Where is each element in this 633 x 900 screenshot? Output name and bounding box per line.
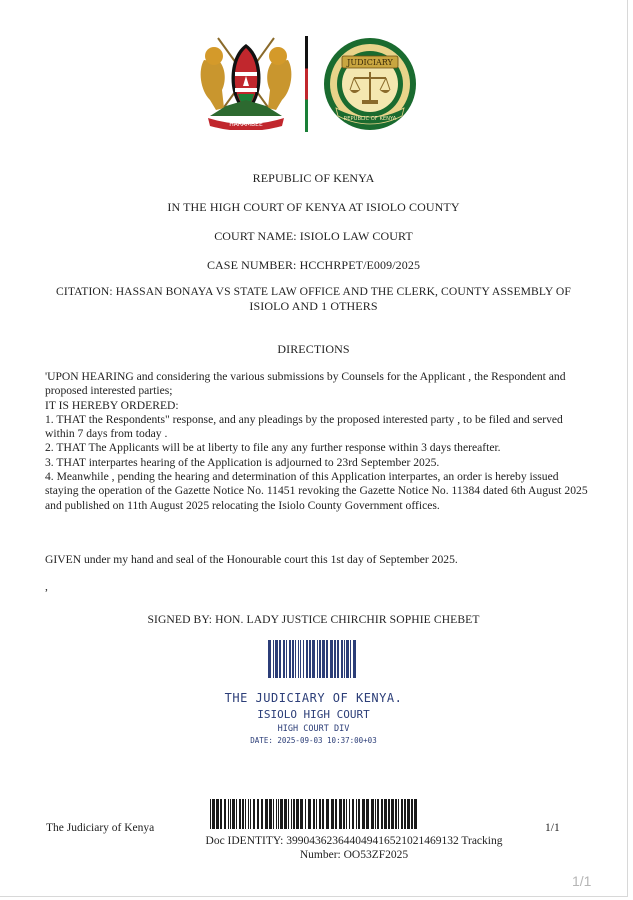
order-item-3: 3. THAT interpartes hearing of the Application is adjourned to 23rd September 2025. <box>45 455 440 469</box>
barcode-bar <box>312 640 315 678</box>
barcode-bar <box>220 799 222 829</box>
barcode-bar <box>273 799 274 829</box>
order-item-1: 1. THAT the Respondents" response, and any pleadings by the proposed interested party , to be filed and served within 7 days from today . <box>45 412 563 441</box>
barcode-bar <box>322 799 324 829</box>
judiciary-seal-icon <box>320 34 420 134</box>
seal-subtitle: REPUBLIC OF KENYA <box>343 116 397 122</box>
barcode-bar <box>296 799 299 829</box>
stamp-line-4: DATE: 2025-09-03 10:37:00+03 <box>250 736 377 745</box>
barcode-bar <box>337 640 339 678</box>
barcode-bar <box>230 799 231 829</box>
barcode-bar <box>352 799 354 829</box>
barcode-bar <box>377 799 379 829</box>
viewer-page-counter: 1/1 <box>572 873 592 889</box>
doc-identity-line-2: Number: OO53ZF2025 <box>299 849 409 861</box>
barcode-bar <box>283 640 285 678</box>
barcode-bar <box>224 799 226 829</box>
court-line: IN THE HIGH COURT OF KENYA AT ISIOLO COUNTY <box>167 200 460 214</box>
barcode-bar <box>326 799 329 829</box>
header-logos <box>0 30 627 135</box>
barcode-bar <box>269 799 272 829</box>
flag-divider <box>305 36 308 132</box>
barcode-bar <box>322 640 325 678</box>
barcode-bar <box>275 640 278 678</box>
barcode-bar <box>303 640 304 678</box>
barcode-bar <box>346 799 347 829</box>
ordered-line: IT IS HEREBY ORDERED: <box>45 398 179 412</box>
barcode-bar <box>356 799 357 829</box>
order-item-2: 2. THAT The Applicants will be at liberty to file any any further response within 3 days thereafter. <box>45 441 501 455</box>
stamp-line-2: ISIOLO HIGH COURT <box>257 708 370 721</box>
barcode-bar <box>284 799 287 829</box>
barcode-bar <box>371 799 374 829</box>
barcode-bar <box>350 640 351 678</box>
barcode-bar <box>210 799 211 829</box>
barcode-bar <box>257 799 259 829</box>
barcode-bar <box>300 799 303 829</box>
barcode-bar <box>306 640 308 678</box>
barcode-bar <box>313 799 315 829</box>
barcode-bar <box>404 799 406 829</box>
barcode-bar <box>250 799 251 829</box>
barcode-bar <box>253 799 255 829</box>
intro-paragraph: 'UPON HEARING and considering the various submissions by Counsels for the Applicant , the Respondent and proposed interested parties; <box>45 370 566 398</box>
barcode-bar <box>341 640 343 678</box>
given-line: GIVEN under my hand and seal of the Honourable court this 1st day of September 2025. <box>45 553 458 566</box>
barcode-bar <box>398 799 399 829</box>
barcode-bar <box>381 799 383 829</box>
order-item-4: 4. Meanwhile , pending the hearing and determination of this Application interpartes, an order is hereby issued staying the operation of the Gazette Notice No. 11451 revoking the Gazette Notice No. 11384 dated 6th August 2025 and published on 11th August 2025 relocating the Isiolo County Government offices. <box>45 470 588 512</box>
barcode-bar <box>232 799 235 829</box>
barcode-bar <box>349 799 350 829</box>
barcode-bar <box>366 799 369 829</box>
barcode-bar <box>212 799 215 829</box>
barcode-bar <box>298 640 299 678</box>
barcode-bar <box>309 640 311 678</box>
barcode-bar <box>375 799 376 829</box>
seal-title: JUDICIARY <box>347 58 393 67</box>
barcode-bar <box>273 640 274 678</box>
case-number-line: CASE NUMBER: HCCHRPET/E009/2025 <box>206 258 421 272</box>
barcode-bar <box>330 640 333 678</box>
stamp-line-3: HIGH COURT DIV <box>277 724 350 734</box>
barcode-bar <box>401 799 403 829</box>
barcode-bar <box>391 799 394 829</box>
barcode-bar <box>278 799 279 829</box>
barcode-bar <box>388 799 390 829</box>
barcode-bar <box>407 799 410 829</box>
barcode-bar <box>293 799 295 829</box>
barcode-bar <box>276 799 277 829</box>
barcode-bar <box>291 799 292 829</box>
citation-line-2: ISIOLO AND 1 OTHERS <box>249 299 378 313</box>
barcode-bar <box>346 640 349 678</box>
directions-body <box>45 370 590 513</box>
barcode-bar <box>316 799 317 829</box>
court-name-line: COURT NAME: ISIOLO LAW COURT <box>214 229 413 243</box>
barcode-bar <box>248 799 249 829</box>
doc-identity-line-1: Doc IDENTITY: 3990436236440494165210214691​32 Tracking <box>205 835 503 847</box>
republic-line: REPUBLIC OF KENYA <box>252 171 375 185</box>
barcode-bar <box>395 799 397 829</box>
barcode-bar <box>344 640 345 678</box>
barcode-bar <box>292 640 294 678</box>
barcode-bar <box>280 799 283 829</box>
barcode-bar <box>411 799 413 829</box>
barcode-bar <box>300 640 301 678</box>
barcode-bar <box>343 799 345 829</box>
doc-identity <box>180 834 528 862</box>
barcode-bar <box>265 799 268 829</box>
kenya-coat-of-arms-icon <box>196 30 296 130</box>
barcode-bar <box>305 799 306 829</box>
barcode-bar <box>384 799 387 829</box>
barcode-bar <box>228 799 229 829</box>
barcode-bar <box>335 799 337 829</box>
directions-heading: DIRECTIONS <box>277 342 350 356</box>
stray-mark: , <box>45 580 48 593</box>
coat-motto: HARAMBEE <box>229 121 263 128</box>
barcode-bar <box>216 799 219 829</box>
barcode-bar <box>295 640 296 678</box>
citation-line-1: CITATION: HASSAN BONAYA VS STATE LAW OFFICE AND THE CLERK, COUNTY ASSEMBLY OF <box>56 285 571 298</box>
barcode-bar <box>319 640 321 678</box>
stamp-line-1: THE JUDICIARY OF KENYA. <box>224 691 403 705</box>
barcode-bar <box>317 640 318 678</box>
footer-org: The Judiciary of Kenya <box>46 822 155 834</box>
barcode-bar <box>236 799 237 829</box>
tracking-barcode <box>210 799 420 829</box>
barcode-bar <box>245 799 246 829</box>
barcode-bar <box>334 640 336 678</box>
barcode-bar <box>362 799 365 829</box>
barcode-bar <box>339 799 342 829</box>
barcode-bar <box>239 799 241 829</box>
barcode-bar <box>289 640 291 678</box>
barcode-bar <box>331 799 334 829</box>
barcode-bar <box>414 799 417 829</box>
barcode-bar <box>353 640 356 678</box>
barcode-bar <box>288 799 289 829</box>
barcode-bar <box>326 640 328 678</box>
barcode-bar <box>268 640 271 678</box>
stamp-barcode <box>268 640 360 678</box>
barcode-bar <box>261 799 263 829</box>
signed-by-line: SIGNED BY: HON. LADY JUSTICE CHIRCHIR SOPHIE CHEBET <box>147 613 480 626</box>
barcode-bar <box>242 799 244 829</box>
footer-page-number: 1/1 <box>545 822 560 834</box>
barcode-bar <box>279 640 281 678</box>
barcode-bar <box>286 640 287 678</box>
barcode-bar <box>358 799 360 829</box>
barcode-bar <box>308 799 311 829</box>
barcode-bar <box>319 799 321 829</box>
